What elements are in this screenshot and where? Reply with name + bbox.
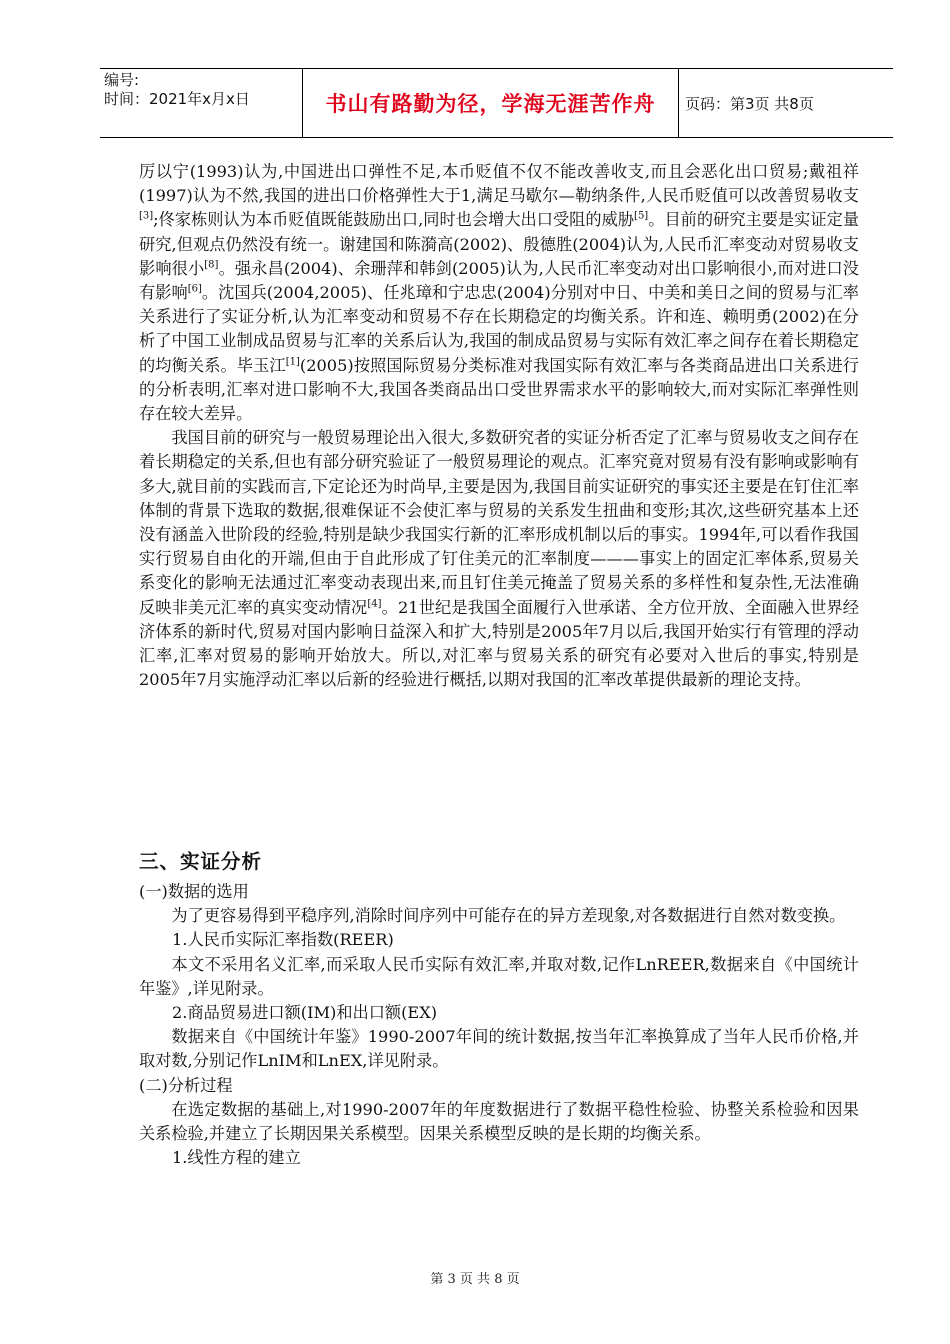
- header-motto-cell: [303, 69, 679, 137]
- citation: [6]: [187, 283, 202, 295]
- list-item-linear: 1.线性方程的建立: [172, 1148, 301, 1168]
- paragraph-2: [139, 426, 859, 692]
- citation: [1]: [285, 356, 300, 368]
- citation: [8]: [204, 259, 219, 271]
- body-text: [139, 160, 859, 692]
- subheading-data-selection: (一)数据的选用: [139, 882, 249, 901]
- time-label: 时间：2021年x月x日: [104, 90, 250, 108]
- section-title: 三、实证分析: [139, 850, 263, 873]
- paragraph-data-selection: 为了更容易得到平稳序列,消除时间序列中可能存在的异方差现象,对各数据进行自然对数变换。: [171, 906, 846, 926]
- subheading-analysis: (二)分析过程: [139, 1075, 233, 1095]
- citation: [3]: [139, 211, 154, 223]
- citation: [5]: [634, 211, 649, 223]
- header-left-cell: [100, 69, 303, 137]
- text-run: 。21世纪是我国全面履行入世承诺、全方位开放、全面融入世界经济体系的新时代,贸易对国内影响日益深入和扩大,特别是2005年7月以后,我国开始实行有管理的浮动汇率,汇率对贸易的影响开始放大。所以,对汇率与贸易关系的研究有必要对入世后的事实,特别是2005年7月实施浮动汇率以后新的经验进行概括,以期对我国的汇率改革提供最新的理论支持。: [139, 597, 859, 690]
- text-run: 。目前的研究主要是实证定量研究,但观点仍然没有统一。谢建国和陈漪高(2002)、殷德胜(2004)认为,人民币汇率变动对贸易收支影响很小: [139, 210, 860, 278]
- page-footer: 第 3 页 共 8 页: [430, 1272, 520, 1287]
- page-info: 页码：第3页 共8页: [685, 94, 814, 113]
- number-label: 编号:: [104, 71, 140, 89]
- section-body: [139, 880, 859, 1170]
- paragraph-analysis: 在选定数据的基础上,对1990-2007年的年度数据进行了数据平稳性检验、协整关系检验和因果关系检验,并建立了长期因果关系模型。因果关系模型反映的是长期的均衡关系。: [139, 1099, 859, 1144]
- paragraph-1: [139, 160, 859, 426]
- paragraph-reer: 本文不采用名义汇率,而采取人民币实际有效汇率,并取对数,记作LnREER,数据来自《中国统计年鉴》,详见附录。: [139, 954, 859, 998]
- motto-text: 书山有路勤为径，学海无涯苦作舟: [325, 92, 656, 116]
- text-run: 厉以宁(1993)认为,中国进出口弹性不足,本币贬值不仅不能改善收支,而且会恶化出口贸易;戴祖祥(1997)认为不然,我国的进出口价格弹性大于1,满足马歇尔—勒纳条件,人民币贬值可以改善贸易收支: [139, 162, 859, 206]
- text-run: ;佟家栋则认为本币贬值既能鼓励出口,同时也会增大出口受阻的威胁: [153, 210, 635, 230]
- text-run: (2005)按照国际贸易分类标准对我国实际有效汇率与各类商品进出口关系进行的分析表明,汇率对进口影响不大,我国各类商品出口受世界需求水平的影响较大,而对实际汇率弹性则存在较大差异。: [139, 355, 859, 424]
- list-item-reer: 1.人民币实际汇率指数(REER): [172, 930, 394, 950]
- text-run: 。强永昌(2004)、余珊萍和韩剑(2005)认为,人民币汇率变动对出口影响很小,而对进口没有影响: [139, 258, 859, 303]
- citation: [4]: [367, 598, 382, 610]
- header-table: [100, 68, 893, 138]
- paragraph-trade: 数据来自《中国统计年鉴》1990-2007年间的统计数据,按当年汇率换算成了当年人民币价格,并取对数,分别记作LnIM和LnEX,详见附录。: [139, 1027, 859, 1071]
- text-run: 我国目前的研究与一般贸易理论出入很大,多数研究者的实证分析否定了汇率与贸易收支之间存在着长期稳定的关系,但也有部分研究验证了一般贸易理论的观点。汇率究竟对贸易有没有影响或影响有多大,就目前的实践而言,下定论还为时尚早,主要是因为,我国目前实证研究的事实还主要是在钉住汇率体制的背景下选取的数据,很难保证不会使汇率与贸易的关系发生扭曲和变形;其次,这些研究基本上还没有涵盖入世阶段的经验,特别是缺少我国实行新的汇率形成机制以后的事实。1994年,可以看作我国实行贸易自由化的开端,但由于自此形成了钉住美元的汇率制度———事实上的固定汇率体系,贸易关系变化的影响无法通过汇率变动表现出来,而且钉住美元掩盖了贸易关系的多样性和复杂性,无法准确反映非美元汇率的真实变动情况: [139, 428, 859, 617]
- list-item-trade: 2.商品贸易进口额(IM)和出口额(EX): [172, 1003, 438, 1023]
- header-page-cell: [679, 69, 893, 137]
- text-run: 。沈国兵(2004,2005)、任兆璋和宁忠忠(2004)分别对中日、中美和美日之间的贸易与汇率关系进行了实证分析,认为汇率变动和贸易不存在长期稳定的均衡关系。许和连、赖明勇(2002)在分析了中国工业制成品贸易与汇率的关系后认为,我国的制成品贸易与实际有效汇率之间存在着长期稳定的均衡关系。毕玉江: [139, 283, 859, 375]
